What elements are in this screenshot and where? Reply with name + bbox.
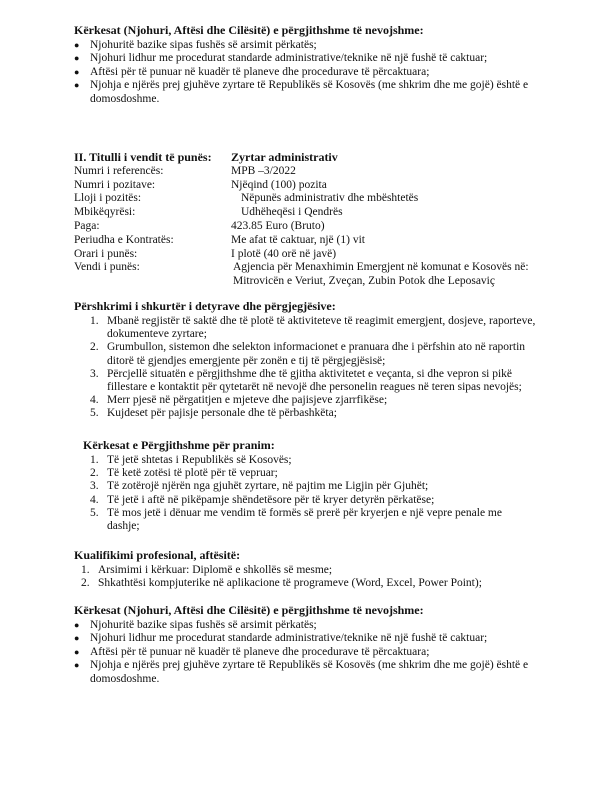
list-item: 1. Mbanë regjistër të saktë dhe të plotë të aktiviteteve të reagimit emergjent, dosjeve, raporteve, dokumenteve zyrtare; [90, 315, 536, 341]
table-row [74, 192, 543, 206]
info-label: Numri i pozitave: [74, 178, 156, 191]
info-label: Mbikëqyrësi: [74, 206, 136, 219]
table-row [74, 179, 543, 193]
info-value: Njëqind (100) pozita [231, 178, 327, 191]
info-value: 423.85 Euro (Bruto) [231, 219, 325, 232]
list-item: 2. Shkathtësi kompjuterike në aplikacione të programeve (Word, Excel, Power Point); [81, 577, 482, 590]
info-label: Numri i referencës: [74, 164, 164, 177]
info-label: Lloji i pozitës: [74, 192, 142, 205]
list-item: ● Njohuritë bazike sipas fushës së arsimit përkatës; [74, 619, 554, 632]
list-item: 4. Merr pjesë në përgatitjen e mjeteve dhe pajisjeve zjarrfikëse; [90, 394, 388, 407]
info-value: Agjencia për Menaxhimin Emergjent në komunat e Kosovës në: Mitrovicën e Veriut, Zveçan, Zubin Potok dhe Leposaviç [233, 261, 529, 288]
general-requirements-list [90, 454, 522, 533]
list-item: ● Njohja e njërës prej gjuhëve zyrtare të Republikës së Kosovës (me shkrim dhe me gojë) është e domosdoshme. [74, 79, 554, 106]
list-item: 1. Arsimimi i kërkuar: Diplomë e shkollës së mesme; [81, 564, 333, 576]
requirements-list-top [74, 39, 554, 106]
info-label: Paga: [74, 219, 100, 232]
info-value: Nëpunës administrativ dhe mbështetës [241, 192, 419, 205]
info-label: Orari i punës: [74, 247, 138, 260]
info-value: Me afat të caktuar, një (1) vit [231, 233, 365, 246]
job-info-table [74, 151, 543, 289]
requirements-title-top: Kërkesat (Njohuri, Aftësi dhe Cilësitë) e përgjithshme të nevojshme: [74, 23, 424, 37]
info-label: Periudha e Kontratës: [74, 233, 174, 246]
table-row [74, 261, 543, 289]
table-row [74, 248, 543, 262]
duties-list [90, 315, 547, 421]
list-item: 5. Kujdeset për pajisje personale dhe të përbashkëta; [90, 407, 337, 420]
table-row [74, 165, 543, 179]
requirements-list-bottom [74, 619, 554, 686]
job-title: Zyrtar administrativ [231, 150, 338, 164]
info-label: Vendi i punës: [74, 261, 140, 274]
duties-title: Përshkrimi i shkurtër i detyrave dhe përgjegjësive: [74, 299, 336, 313]
job-heading-row [74, 151, 543, 165]
table-row [74, 206, 543, 220]
list-item: ● Njohuritë bazike sipas fushës së arsimit përkatës; [74, 39, 554, 52]
requirements-title-bottom: Kërkesat (Njohuri, Aftësi dhe Cilësitë) e përgjithshme të nevojshme: [74, 603, 424, 617]
list-item: ● Njohuri lidhur me procedurat standarde administrative/teknike në një fushë të caktuar; [74, 52, 554, 65]
table-row [74, 220, 543, 234]
list-item: 3. Përcjellë situatën e përgjithshme dhe të gjitha aktivitetet e veçanta, si dhe vepron si pikë fillestare e kontaktit për qytetarët në nevojë dhe personelin reagues në teren sipas nevojës; [90, 367, 522, 394]
list-item: ● Njohja e njërës prej gjuhëve zyrtare të Republikës së Kosovës (me shkrim dhe me gojë) është e domosdoshme. [74, 659, 554, 686]
table-row [74, 234, 543, 248]
list-item: 2. Të ketë zotësi të plotë për të vepruar; [90, 467, 278, 480]
info-value: MPB –3/2022 [231, 164, 296, 177]
list-item: ● Aftësi për të punuar në kuadër të planeve dhe procedurave të përcaktuara; [74, 646, 554, 659]
list-item: 1. Të jetë shtetas i Republikës së Kosovës; [90, 454, 292, 466]
list-item: 3. Të zotërojë njërën nga gjuhët zyrtare, në pajtim me Ligjin për Gjuhët; [90, 480, 429, 493]
list-item: ● Aftësi për të punuar në kuadër të planeve dhe procedurave të përcaktuara; [74, 66, 554, 79]
info-value: I plotë (40 orë në javë) [231, 247, 337, 260]
general-requirements-title: Kërkesat e Përgjithshme për pranim: [83, 438, 275, 452]
qualification-title: Kualifikimi profesional, aftësitë: [74, 548, 241, 562]
info-value: Udhëheqësi i Qendrës [241, 206, 343, 219]
list-item: 2. Grumbullon, sistemon dhe selekton informacionet e pranuara dhe i përfshin ato në raportin ditorë të gjendjes emergjente për zonën e tij të përgjegjësisë; [90, 341, 526, 367]
list-item: ● Njohuri lidhur me procedurat standarde administrative/teknike në një fushë të caktuar; [74, 632, 554, 645]
job-heading-label: II. Titulli i vendit të punës: [74, 150, 212, 164]
list-item: 5. Të mos jetë i dënuar me vendim të formës së prerë për kryerjen e një vepre penale me dashje; [90, 506, 502, 533]
list-item: 4. Të jetë i aftë në pikëpamje shëndetësore për të kryer detyrën përkatëse; [90, 493, 435, 506]
qualification-list [81, 564, 548, 590]
